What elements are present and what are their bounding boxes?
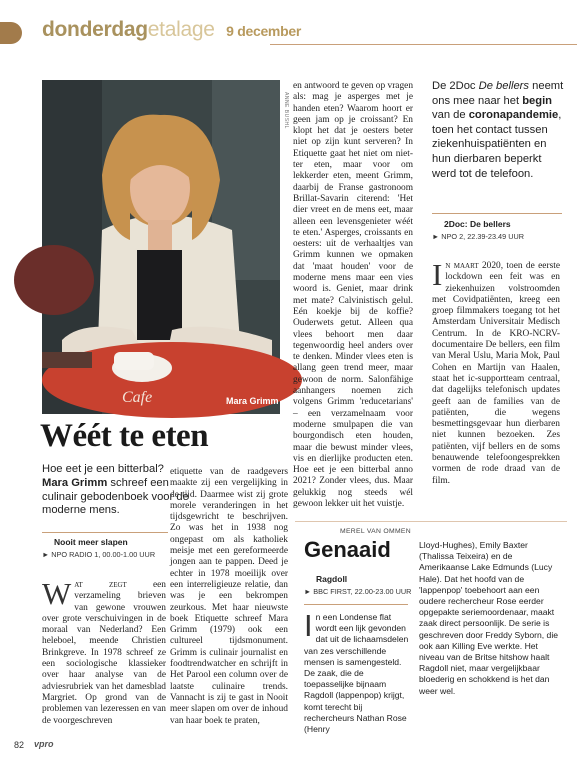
- drop-cap: W: [42, 576, 72, 611]
- play-icon: ►: [432, 232, 440, 241]
- header-rule: [270, 44, 577, 45]
- photo-credit: ANNE BUSHL: [283, 92, 289, 129]
- intro-rest: schreef een culinair gebodenboek voor de moderne mens.: [42, 476, 189, 517]
- svg-text:Cafe: Cafe: [122, 389, 153, 406]
- article-headline: Wéét te eten: [40, 418, 209, 454]
- article3-body-col1: [304, 608, 410, 735]
- program-time-text: NPO RADIO 1, 00.00-1.00 UUR: [51, 550, 156, 559]
- article2-body: [432, 257, 560, 523]
- program2-rule: [432, 213, 562, 214]
- article3-rule: [304, 604, 408, 605]
- pullquote-plain4: , toen het contact tussen ziekenhuispatiënten en hun dierbaren beperkt werd tot de telefoon.: [432, 109, 562, 180]
- pullquote-plain3: van de: [432, 109, 469, 122]
- article3-body-col2: Lloyd-Hughes), Emily Baxter (Thalissa Teixeira) en de Amerikaanse Lake Edmunds (Lucy Hale). Dat het hoofd van de 'lappenpop' toebehoort aan een oudere rechercheur Rose eerder opgepakte seriemoordenaar, maakt zaak direct persoonlijk. De serie is geschreven door Freddy Syborn, die ook aan Killing Eve werkte. Het niveau van de Britse hitshow haalt Ragdoll niet, maar vergelijkbaar bloederig en schokkend is het dan weer wel.: [419, 540, 559, 696]
- drop-cap: I: [304, 608, 313, 643]
- intro-bold: Mara Grimm: [42, 476, 108, 489]
- photo-caption: Mara Grimm: [226, 396, 279, 406]
- section-date: 9 december: [226, 23, 301, 39]
- section-separator: [295, 521, 567, 522]
- program2-time: [432, 232, 524, 241]
- article2-body-text: toen de eerste lockdown een feit was en ziekenhuizen volstroomden met Covidpatiënten, kreeg een groep filmmakers toegang tot het Amsterdam Universitair Medisch Centrum. In de KRO-NCRV-documentaire De bellers, een film van Meral Uslu, Maria Mok, Paul Cohen en Martijn van Haalen, staat het ic-supportteam centraal, dat dagelijks telefonisch updates geeft aan de families van de patiënten, die wegens besmettingsgevaar hun dierbaren niet kunnen bezoeken. Zes patiënten, vijf bellers en de soms benauwende telefoongesprekken vormen de rode draad van de film.: [432, 261, 560, 486]
- portrait-photo: [42, 80, 280, 414]
- article3-col1-text: n een Londense flat wordt een lijk gevonden dat uit de lichaamsdelen van zes verschillende mensen is samengesteld. De zaak, die de toepasselijke bijnaam Ragdoll (lappenpop) krijgt, komt terecht bij rechercheurs Nathan Rose (Henry: [304, 612, 409, 735]
- program2-name: 2Doc: De bellers: [444, 219, 511, 229]
- pullquote-bold1: begin: [522, 94, 553, 107]
- section-title-part1: donderdag: [42, 18, 148, 41]
- portrait-illustration: [42, 80, 280, 414]
- program-name: Nooit meer slapen: [54, 537, 128, 547]
- col1-text: een verzameling brieven van gewone vrouwen over grote verschuivingen in de moraal van Nederland? Een heleboel, meende Christien Brinkgreve. In 1978 schreef ze een sociologische klassieker over haar analyse van de adviesrubriek van het damesblad Margriet. Op grond van de problemen van lezeressen en van de voorgeschreven: [42, 580, 166, 726]
- section-title-part2: etalage: [147, 18, 215, 41]
- page-number: 82: [14, 740, 25, 750]
- article3-program-time: [304, 587, 411, 596]
- article3-headline: Genaaid: [304, 537, 391, 562]
- intro-plain: Hoe eet je een bitterbal?: [42, 463, 164, 475]
- lead-smallcaps: at zegt: [74, 580, 127, 590]
- program2-time-text: NPO 2, 22.39-23.49 UUR: [441, 232, 525, 241]
- pullquote-bold2: coronapandemie: [468, 109, 559, 122]
- pullquote-plain2: neemt ons mee naar het: [432, 80, 564, 107]
- header-tab: [0, 22, 22, 44]
- pullquote-plain1: De 2Doc: [432, 80, 479, 92]
- pullquote-italic: De bellers: [478, 80, 530, 92]
- drop-cap: I: [432, 257, 443, 292]
- article3-program-name: Ragdoll: [316, 574, 348, 584]
- article-author: MEREL VAN OMMEN: [340, 528, 411, 535]
- article3-program-time-text: BBC FIRST, 22.00-23.00 UUR: [313, 587, 412, 596]
- section-header: [42, 18, 301, 42]
- article-body-col1: [42, 576, 166, 726]
- article-body-col2: etiquette van de raadgevers maakte zij een vergelijking in de tijd. Daarmee wist zij grote morele veranderingen in het tijdsgewricht te beschrijven. Zo was het in 1938 nog ongepast om als katholiek meisje met een gereformeerde jongen aan te pappen. Deed je echter in 1978 moeilijk over een interreligieuze relatie, dan was je een bekrompen zeurkous. Met haar nieuwste boek Etiquette schreef Mara Grimm (1979) ook een cultureel tijdsmonument. Grimm is culinair journalist en foodtrendwatcher en schrijft in Het Parool een column over de laatste culinaire trends. Vannacht is zij te gast in Nooit meer slapen om over de inhoud van haar boek te praten,: [170, 467, 288, 726]
- program-time: [42, 550, 155, 559]
- vpro-logo: vpro: [34, 739, 54, 749]
- article2-smallcaps: n maart 2020,: [445, 261, 504, 271]
- article-body-col3: en antwoord te geven op vragen als: mag je asperges met je handen eten? Waarom hoort er geen jam op je croissant? En klopt het dat je oesters beter niet op zijn kunt serveren? In Etiquette gaat het niet om niet-ter eten, maar voor om lekkerder eten, meent Grimm, daarbij de Franse gastronoom Brillat-Savarin citerend: 'Het dier vreet en de mens eet, maar alleen een levensgenieter wéét te eten.' Asperges, croissants en oesters: uit de verhaaltjes van Grimm kunnen we opmaken dat 'maat houden' voor de moderne mens maar een vies woord is. Geniet, maar drink met mate? Calvinistisch gelul. Eén koekje bij de koffie? Ouderwets getut. Alleen qua vlees behoort men daar tegenwoordig heel anders over te denken. Minder vlees eten is allang geen trend meer, maar gewoon de norm. Salonfähige aanhangers noemen zich volgens Grimm 'reducetarians' – een verzamelnaam voor moderne smulpapen die van bourgondisch eten houden, maar die bewust minder vlees, vis en dierlijke producten eten. Hoe eet je een bitterbal anno 2021? Zonder vlees, dus. Maar gelukkig nog steeds wél gewoon lekker uit het vuistje.: [293, 81, 414, 509]
- pullquote: [432, 79, 566, 181]
- play-icon: ►: [304, 587, 312, 596]
- play-icon: ►: [42, 550, 50, 559]
- program-rule: [42, 532, 168, 533]
